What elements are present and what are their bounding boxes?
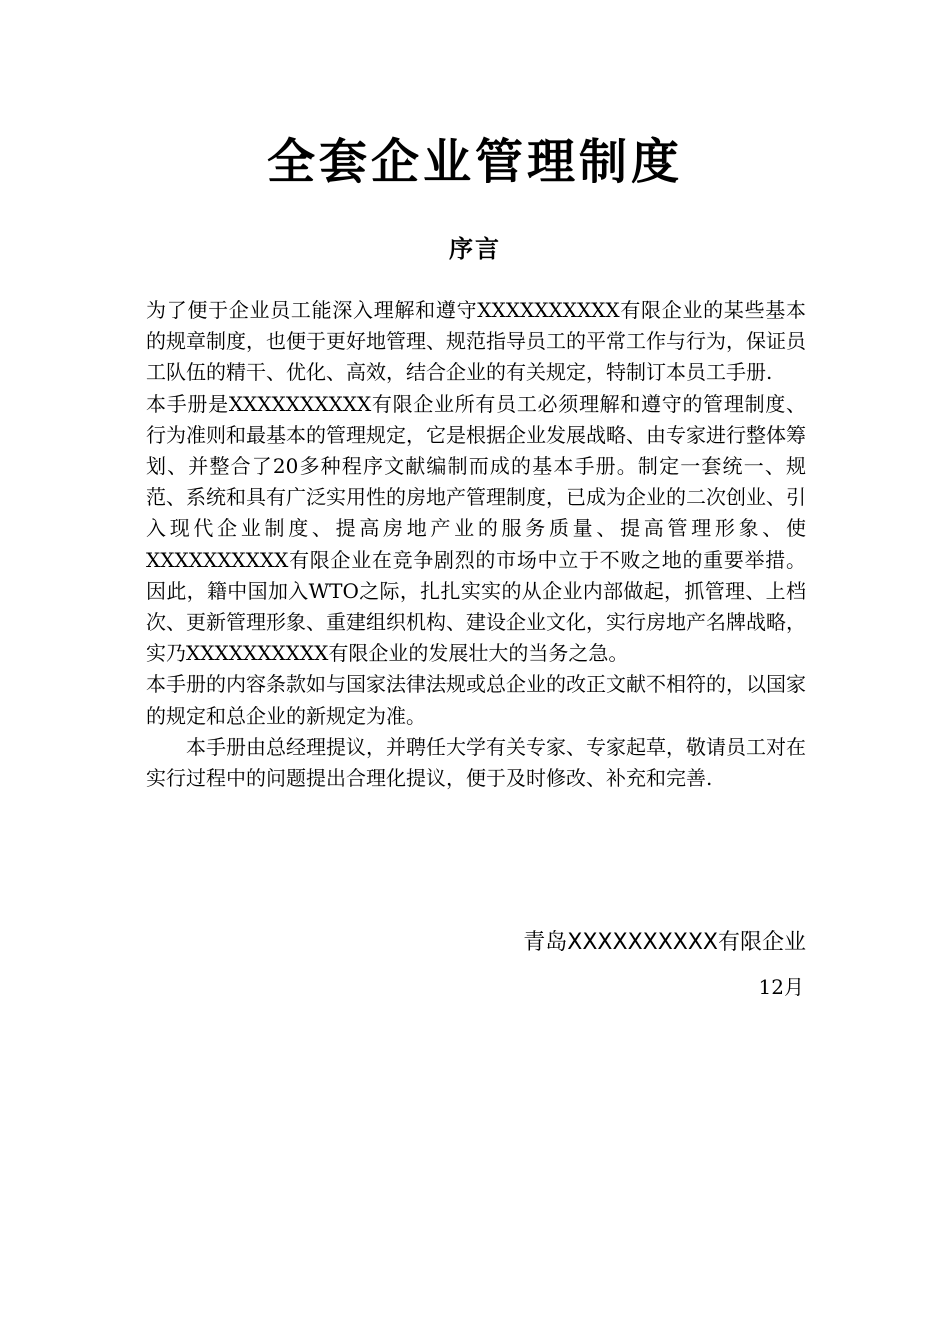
document-date: 12月 bbox=[758, 975, 804, 999]
preface-paragraph-1: 为了便于企业员工能深入理解和遵守XXXXXXXXXX有限企业的某些基本的规章制度，也便于更好地管理、规范指导员工的平常工作与行为，保证员工队伍的精干、优化、高效，结合企业的有关规定，特制订本员工手册. bbox=[146, 298, 806, 385]
company-signature: 青岛XXXXXXXXXX有限企业 bbox=[523, 930, 806, 955]
preface-paragraph-4: 本手册由总经理提议，并聘任大学有关专家、专家起草，敬请员工对在实行过程中的问题提出合理化提议，便于及时修改、补充和完善. bbox=[146, 734, 806, 791]
section-title-preface: 序言 bbox=[449, 235, 501, 263]
document-title: 全套企业管理制度 bbox=[266, 134, 683, 190]
preface-body bbox=[146, 295, 806, 794]
preface-paragraph-3: 本手册的内容条款如与国家法律法规或总企业的改正文献不相符的，以国家的规定和总企业的新规定为准。 bbox=[146, 672, 806, 728]
preface-paragraph-2: 本手册是XXXXXXXXXX有限企业所有员工必须理解和遵守的管理制度、行为准则和最基本的管理规定，它是根据企业发展战略、由专家进行整体筹划、并整合了20多种程序文献编制而成的基本手册。制定一套统一、规范、系统和具有广泛实用性的房地产管理制度，已成为企业的二次创业、引入现代企业制度、提高房地产业的服务质量、提高管理形象、使XXXXXXXXXX有限企业在竞争剧烈的市场中立于不败之地的重要举措。因此，籍中国加入WTO之际，扎扎实实的从企业内部做起，抓管理、上档次、更新管理形象、重建组织机构、建设企业文化，实行房地产名牌战略，实乃XXXXXXXXXX有限企业的发展壮大的当务之急。 bbox=[146, 391, 806, 666]
